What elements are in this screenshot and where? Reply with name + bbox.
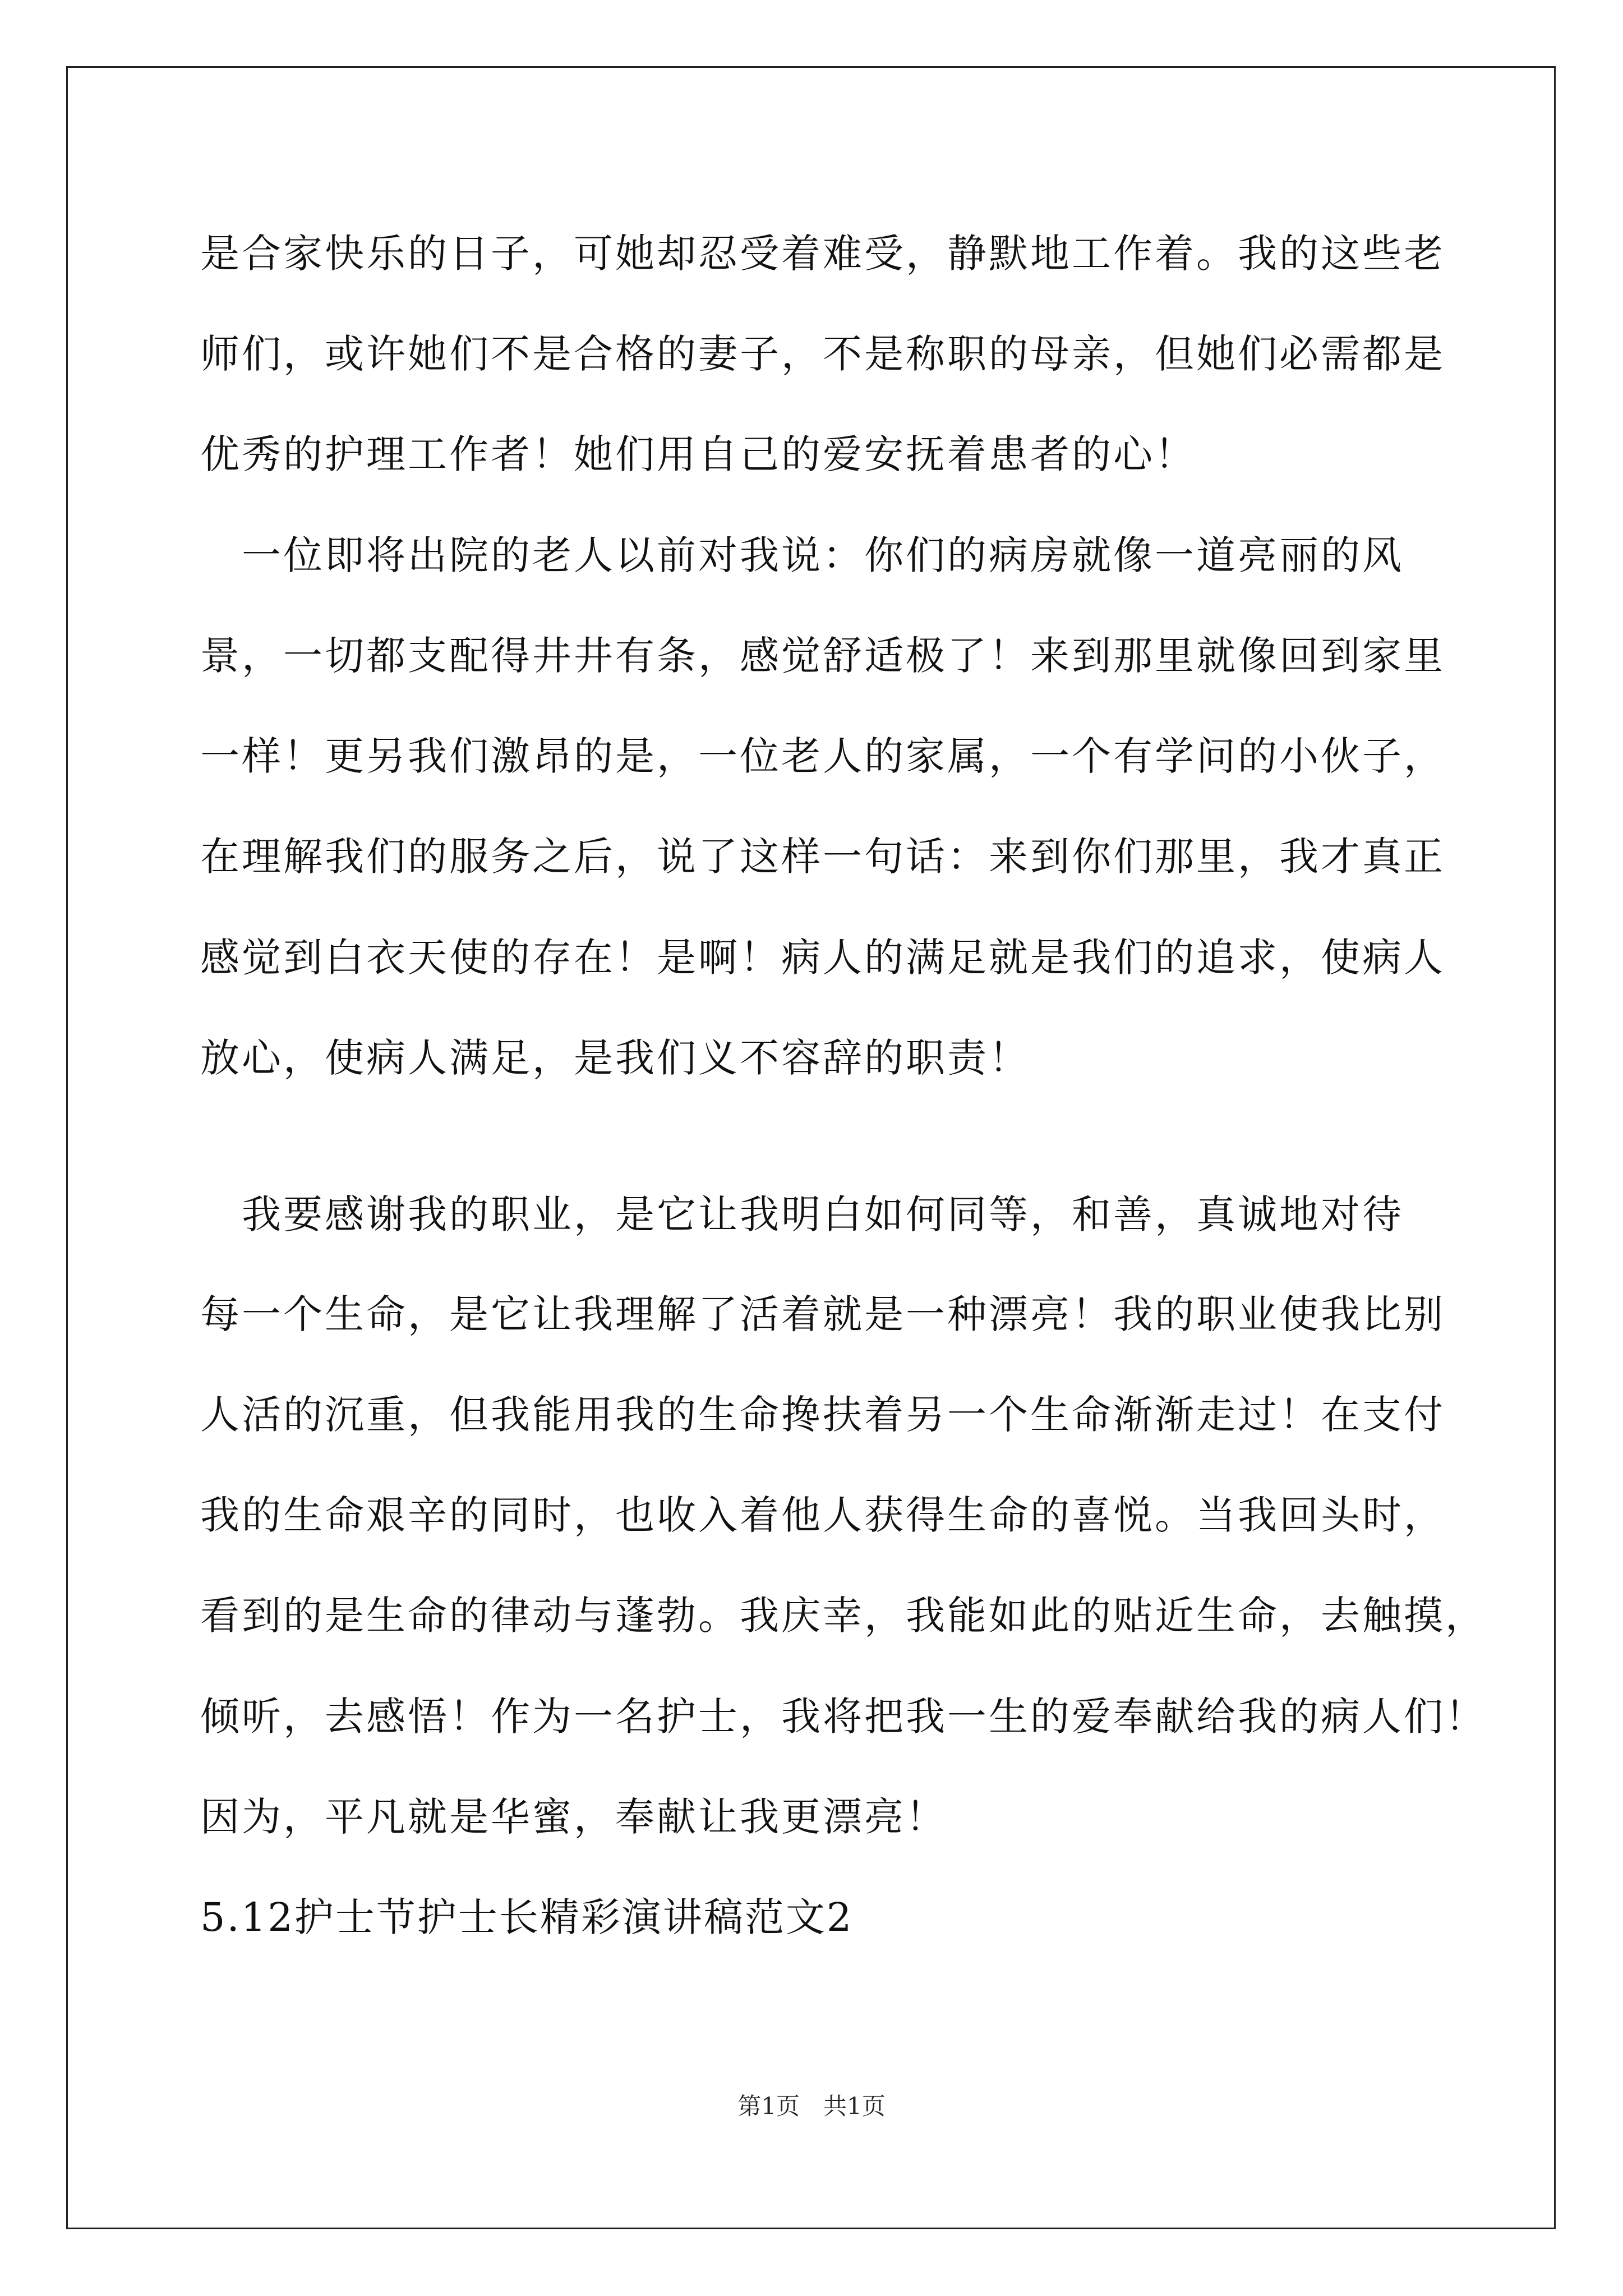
text-line-4: 一位即将出院的老人以前对我说：你们的病房就像一道亮丽的风	[200, 532, 1404, 578]
text-line-9: 放心，使病人满足，是我们义不容辞的职责！	[200, 1035, 1030, 1081]
text-line-7: 在理解我们的服务之后，说了这样一句话：来到你们那里，我才真正	[200, 834, 1445, 880]
page-footer: 第1页 共1页	[737, 2092, 886, 2120]
text-line-2: 师们，或许她们不是合格的妻子，不是称职的母亲，但她们必需都是	[200, 331, 1445, 377]
text-line-12: 人活的沉重，但我能用我的生命搀扶着另一个生命渐渐走过！在支付	[200, 1392, 1445, 1438]
text-line-13: 我的生命艰辛的同时，也收入着他人获得生命的喜悦。当我回头时，	[200, 1492, 1445, 1538]
text-line-16: 因为，平凡就是华蜜，奉献让我更漂亮！	[200, 1794, 947, 1840]
text-line-11: 每一个生命，是它让我理解了活着就是一种漂亮！我的职业使我比别	[200, 1291, 1445, 1337]
text-line-15: 倾听，去感悟！作为一名护士，我将把我一生的爱奉献给我的病人们！	[200, 1694, 1487, 1740]
text-line-10: 我要感谢我的职业，是它让我明白如何同等，和善，真诚地对待	[200, 1191, 1404, 1237]
section-heading: 5.12护士节护士长精彩演讲稿范文2	[200, 1894, 854, 1940]
text-line-14: 看到的是生命的律动与蓬勃。我庆幸，我能如此的贴近生命，去触摸，	[200, 1593, 1487, 1639]
text-line-6: 一样！更另我们激昂的是，一位老人的家属，一个有学问的小伙子，	[200, 733, 1445, 779]
text-line-8: 感觉到白衣天使的存在！是啊！病人的满足就是我们的追求，使病人	[200, 935, 1445, 981]
text-line-3: 优秀的护理工作者！她们用自己的爱安抚着患者的心！	[200, 431, 1196, 477]
text-line-5: 景，一切都支配得井井有条，感觉舒适极了！来到那里就像回到家里	[200, 633, 1445, 679]
text-line-1: 是合家快乐的日子，可她却忍受着难受，静默地工作着。我的这些老	[200, 231, 1445, 277]
